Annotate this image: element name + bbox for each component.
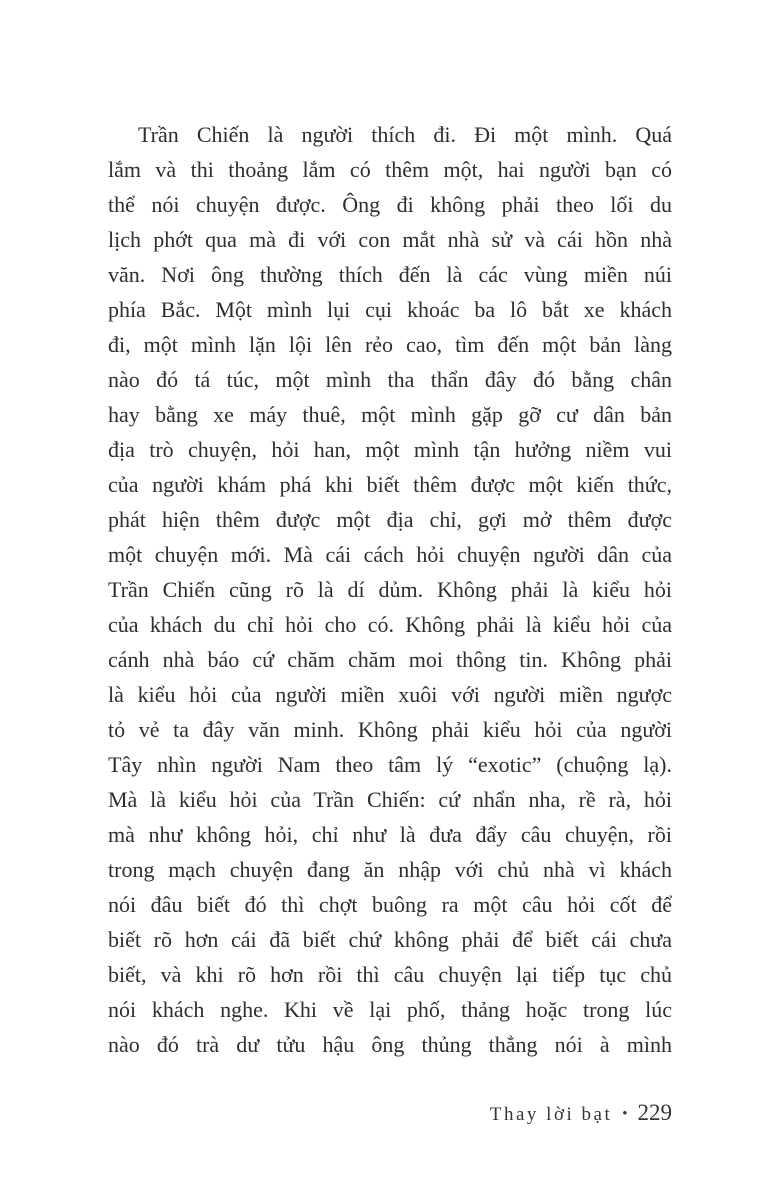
text-line: phía Bắc. Một mình lụi cụi khoác ba lô bắt xe khách [108, 297, 672, 322]
text-line: biết rõ hơn cái đã biết chứ không phải để biết cái chưa [108, 927, 672, 952]
text-line: văn. Nơi ông thường thích đến là các vùng miền núi [108, 262, 672, 287]
text-line: Tây nhìn người Nam theo tâm lý “exotic” (chuộng lạ). [108, 752, 672, 777]
text-line: hay bằng xe máy thuê, một mình gặp gỡ cư dân bản [108, 402, 672, 427]
text-line: mà như không hỏi, chỉ như là đưa đẩy câu chuyện, rồi [108, 822, 672, 847]
text-line: nói khách nghe. Khi về lại phố, thảng hoặc trong lúc [108, 997, 672, 1022]
running-footer [490, 1100, 672, 1126]
text-line: trong mạch chuyện đang ăn nhập với chủ nhà vì khách [108, 857, 672, 882]
text-line: lịch phớt qua mà đi với con mắt nhà sử và cái hồn nhà [108, 227, 672, 252]
text-line: Mà là kiểu hỏi của Trần Chiến: cứ nhẩn nha, rề rà, hỏi [108, 787, 672, 812]
text-line: cánh nhà báo cứ chăm chăm moi thông tin. Không phải [108, 647, 672, 672]
text-line: biết, và khi rõ hơn rồi thì câu chuyện lại tiếp tục chủ [108, 962, 672, 987]
bullet-separator-icon: • [622, 1106, 628, 1122]
body-text [108, 117, 672, 1062]
text-line: thể nói chuyện được. Ông đi không phải theo lối du [108, 192, 672, 217]
text-line: của người khám phá khi biết thêm được một kiến thức, [108, 472, 672, 497]
text-line: địa trò chuyện, hỏi han, một mình tận hưởng niềm vui [108, 437, 672, 462]
text-line: lắm và thi thoảng lắm có thêm một, hai người bạn có [108, 157, 672, 182]
text-line: của khách du chỉ hỏi cho có. Không phải là kiểu hỏi của [108, 612, 672, 637]
text-line: Trần Chiến cũng rõ là dí dủm. Không phải là kiểu hỏi [108, 577, 672, 602]
text-line: phát hiện thêm được một địa chỉ, gợi mở thêm được [108, 507, 672, 532]
text-line: nào đó trà dư tửu hậu ông thủng thẳng nói à mình [108, 1032, 672, 1057]
footer-page-number: 229 [637, 1100, 672, 1125]
text-line: nào đó tá túc, một mình tha thẩn đây đó bằng chân [108, 367, 672, 392]
footer-section-title: Thay lời bạt [489, 1104, 613, 1125]
text-line: nói đâu biết đó thì chợt buông ra một câu hỏi cốt để [108, 892, 672, 917]
text-line: đi, một mình lặn lội lên rẻo cao, tìm đến một bản làng [108, 332, 672, 357]
text-line: tỏ vẻ ta đây văn minh. Không phải kiểu hỏi của người [108, 717, 672, 742]
text-line: một chuyện mới. Mà cái cách hỏi chuyện người dân của [108, 542, 672, 567]
text-line: Trần Chiến là người thích đi. Đi một mình. Quá [138, 122, 672, 147]
text-line: là kiểu hỏi của người miền xuôi với người miền ngược [108, 682, 672, 707]
